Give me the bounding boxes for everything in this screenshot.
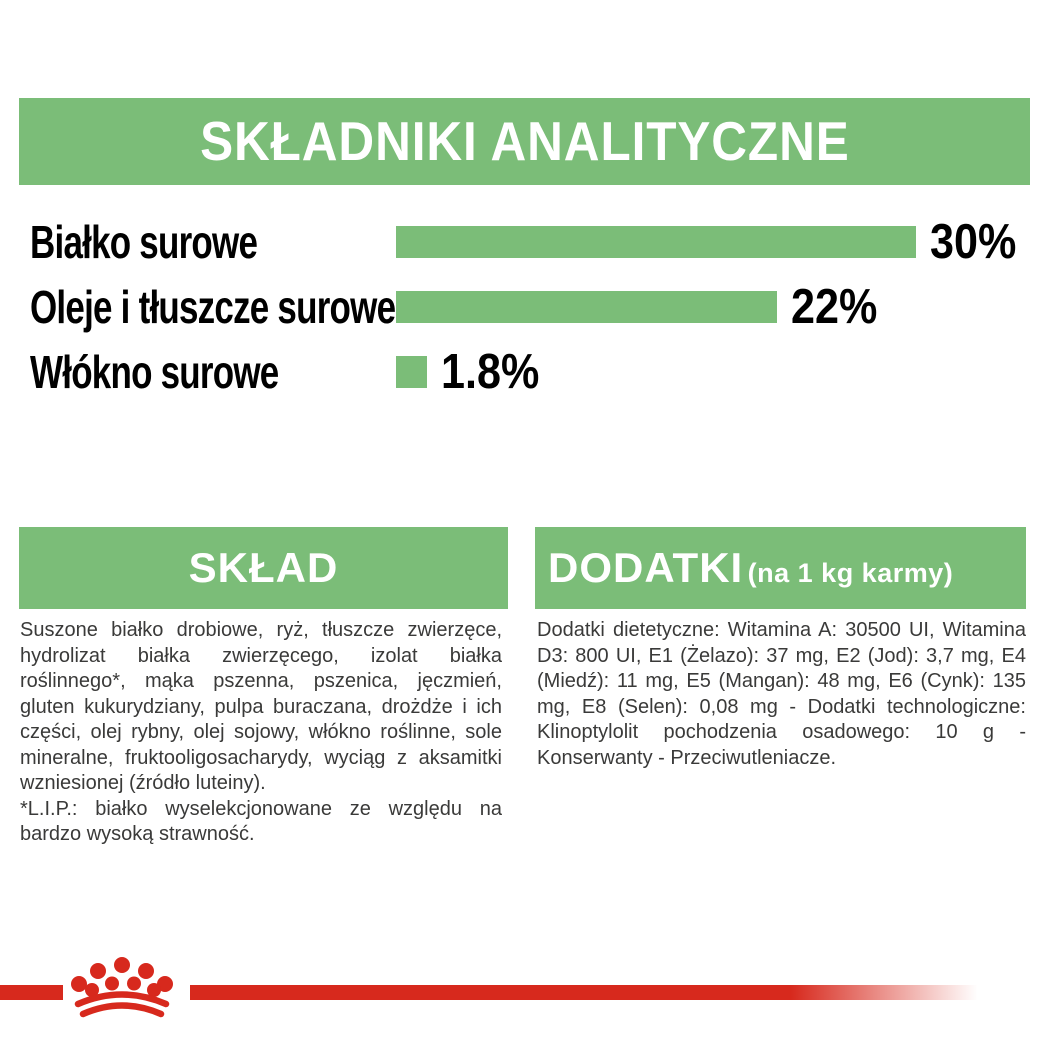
divider-line-right [190, 985, 1002, 1000]
analytical-title: SKŁADNIKI ANALITYCZNE [199, 110, 850, 172]
chart-value-label: 22% [791, 280, 878, 334]
chart-category-label: Włókno surowe [30, 346, 279, 398]
chart-row [0, 339, 1049, 405]
chart-bar [396, 291, 777, 323]
additives-title: DODATKI [548, 544, 744, 591]
composition-section [19, 527, 508, 848]
composition-banner [19, 527, 508, 609]
additives-section [535, 527, 1026, 771]
chart-category-label: Oleje i tłuszcze surowe [30, 281, 396, 333]
composition-body: Suszone białko drobiowe, ryż, tłuszcze zwierzęce, hydrolizat białka zwierzęcego, izolat białka roślinnego*, mąka pszenna, pszenica, jęczmień, gluten kukurydziany, pulpa buraczana, drożdże i ich części, olej rybny, olej sojowy, włókno roślinne, sole mineralne, fruktooligosacharydy, wyciąg z aksamitki wzniesionej (źródło luteiny). [20, 619, 502, 794]
chart-value-label: 1.8% [441, 345, 540, 399]
chart-bar [396, 226, 916, 258]
chart-category-label: Białko surowe [30, 216, 258, 268]
analytical-chart [0, 0, 1049, 420]
composition-title: SKŁAD [188, 544, 339, 591]
additives-banner [535, 527, 1026, 609]
chart-bar [396, 356, 427, 388]
chart-row [0, 209, 1049, 275]
divider-line-left [0, 985, 63, 1000]
additives-body: Dodatki dietetyczne: Witamina A: 30500 UI, Witamina D3: 800 UI, E1 (Żelazo): 37 mg, E2 (Jod): 3,7 mg, E4 (Miedź): 11 mg, E5 (Mangan): 48 mg, E6 (Cynk): 135 mg, E8 (Selen): 0,08 mg - Dodatki technologiczne: Klinoptylolit pochodzenia osadowego: 10 g - Konserwanty - Przeciwutleniacze. [537, 619, 1026, 769]
composition-footnote: *L.I.P.: białko wyselekcjonowane ze względu na bardzo wysoką strawność. [20, 797, 502, 845]
royal-canin-crown-icon [66, 955, 182, 1019]
additives-subtitle: (na 1 kg karmy) [747, 558, 954, 588]
chart-row [0, 274, 1049, 340]
chart-value-label: 30% [930, 215, 1017, 269]
